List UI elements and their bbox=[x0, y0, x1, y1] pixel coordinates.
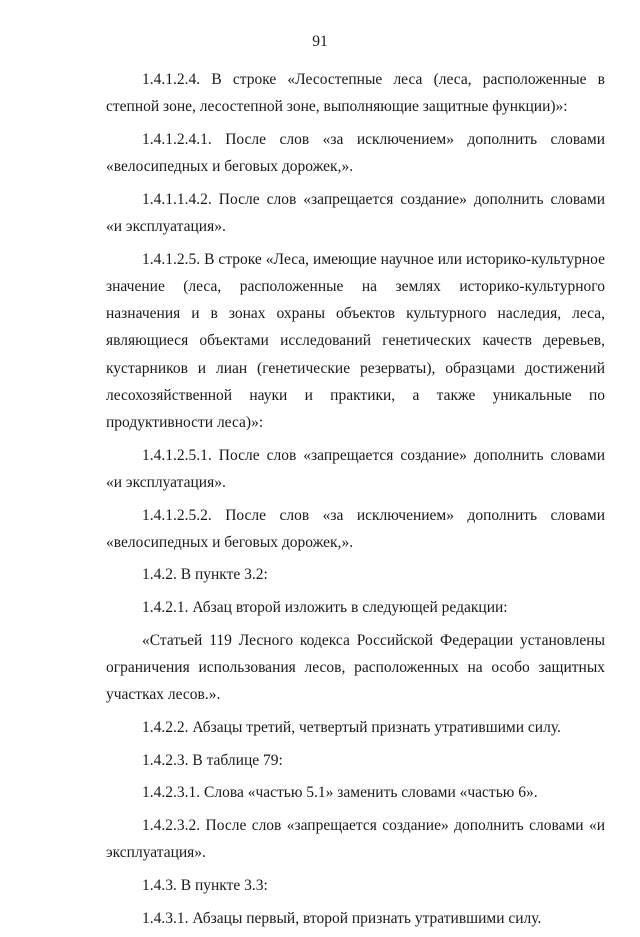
paragraph-1-4-1-2-5-1: 1.4.1.2.5.1. После слов «запрещается создание» дополнить словами «и эксплуатация». bbox=[106, 446, 605, 491]
paragraph-1-4-2-1: 1.4.2.1. Абзац второй изложить в следующей редакции: bbox=[142, 599, 508, 617]
paragraph-1-4-1-2-5: 1.4.1.2.5. В строке «Леса, имеющие научное или историко-культурное значение (леса, расположенные на землях историко-культурного назначения и в зонах охраны объектов культурного наследия, леса, являющиеся объектами исследований генетических качеств деревьев, кустарников и лиан (генетические резерваты), образцами достижений лесохозяйственной науки и практики, а также уникальные по продуктивности леса)»: bbox=[106, 250, 605, 431]
paragraph-1-4-2: 1.4.2. В пункте 3.2: bbox=[142, 566, 268, 584]
paragraph-1-4-3: 1.4.3. В пункте 3.3: bbox=[142, 876, 268, 894]
paragraph-1-4-3-1: 1.4.3.1. Абзацы первый, второй признать утратившими силу. bbox=[142, 909, 542, 927]
paragraph-1-4-1-2-4-1: 1.4.1.2.4.1. После слов «за исключением» дополнить словами «велосипедных и беговых дорожек,». bbox=[106, 130, 605, 176]
page-number: 91 bbox=[312, 33, 328, 50]
quoted-text: «Статьей 119 Лесного кодекса Российской Федерации установлены ограничения использования лесов, расположенных на особо защитных участках лесов.». bbox=[106, 631, 605, 704]
paragraph-1-4-2-3: 1.4.2.3. В таблице 79: bbox=[142, 751, 283, 769]
paragraph-1-4-2-2: 1.4.2.2. Абзацы третий, четвертый признать утратившими силу. bbox=[142, 718, 561, 736]
paragraph-1-4-1-1-4-2: 1.4.1.1.4.2. После слов «запрещается создание» дополнить словами «и эксплуатация». bbox=[106, 190, 605, 236]
paragraph-1-4-2-3-2: 1.4.2.3.2. После слов «запрещается создание» дополнить словами «и эксплуатация». bbox=[106, 817, 605, 862]
document-body bbox=[106, 66, 605, 937]
paragraph-1-4-1-2-4: 1.4.1.2.4. В строке «Лесостепные леса (леса, расположенные в степной зоне, лесостепной зоне, выполняющие защитные функции)»: bbox=[106, 71, 605, 116]
paragraph-1-4-1-2-5-2: 1.4.1.2.5.2. После слов «за исключением» дополнить словами «велосипедных и беговых дорожек,». bbox=[106, 506, 605, 551]
paragraph-1-4-2-3-1: 1.4.2.3.1. Слова «частью 5.1» заменить словами «частью 6». bbox=[142, 784, 538, 802]
